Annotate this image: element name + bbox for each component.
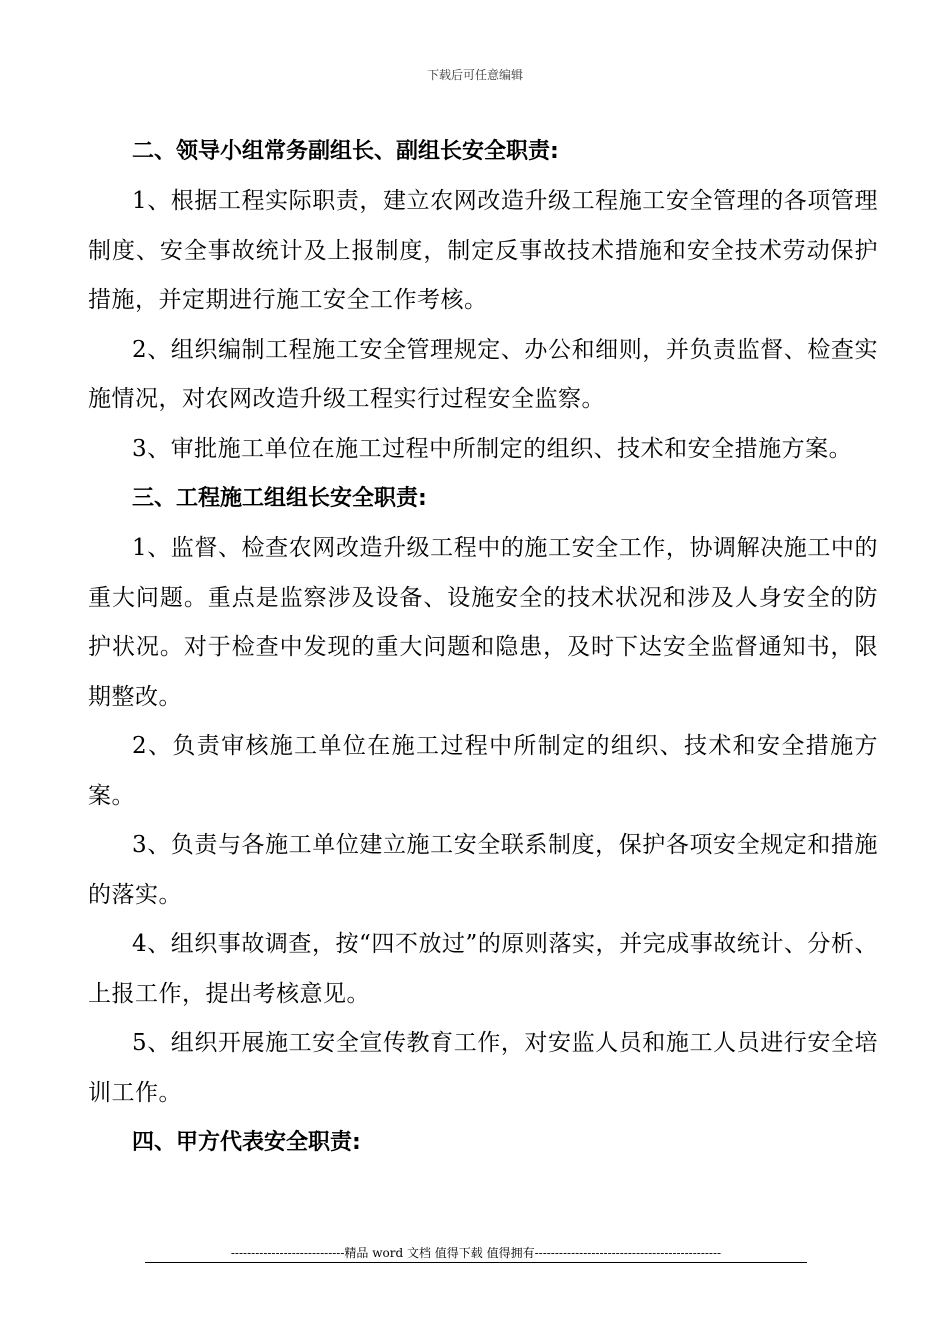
- section-3-item-4: 4、组织事故调查，按“四不放过”的原则落实，并完成事故统计、分析、上报工作，提出考核意见。: [88, 931, 878, 1007]
- section-3-item-1: 1、监督、检查农网改造升级工程中的施工安全工作，协调解决施工中的重大问题。重点是监察涉及设备、设施安全的技术状况和涉及人身安全的防护状况。对于检查中发现的重大问题和隐患，及时下达安全监督通知书，限期整改。: [88, 535, 878, 710]
- footer-divider: [145, 1262, 807, 1263]
- document-body: [88, 127, 878, 1168]
- section-3-item-3: 3、负责与各施工单位建立施工安全联系制度，保护各项安全规定和措施的落实。: [88, 832, 878, 908]
- section-heading-2: 二、领导小组常务副组长、副组长安全职责:: [132, 139, 559, 164]
- section-3-item-2: 2、负责审核施工单位在施工过程中所制定的组织、技术和安全措施方案。: [88, 733, 878, 809]
- section-heading-3: 三、工程施工组组长安全职责:: [132, 486, 427, 511]
- section-2-item-3: 3、审批施工单位在施工过程中所制定的组织、技术和安全措施方案。: [132, 435, 853, 462]
- section-3-item-5: 5、组织开展施工安全宣传教育工作，对安监人员和施工人员进行安全培训工作。: [88, 1030, 878, 1106]
- section-2-item-2: 2、组织编制工程施工安全管理规定、办公和细则，并负责监督、检查实施情况，对农网改造升级工程实行过程安全监察。: [88, 336, 878, 412]
- section-heading-4: 四、甲方代表安全职责:: [132, 1130, 361, 1155]
- section-2-item-1: 1、根据工程实际职责，建立农网改造升级工程施工安全管理的各项管理制度、安全事故统计及上报制度，制定反事故技术措施和安全技术劳动保护措施，并定期进行施工安全工作考核。: [88, 188, 878, 313]
- footer-text: ----------------------------精品 word 文档 值得下载 值得拥有----------------------------------------------: [230, 1246, 722, 1260]
- header-note: 下载后可任意编辑: [426, 68, 523, 82]
